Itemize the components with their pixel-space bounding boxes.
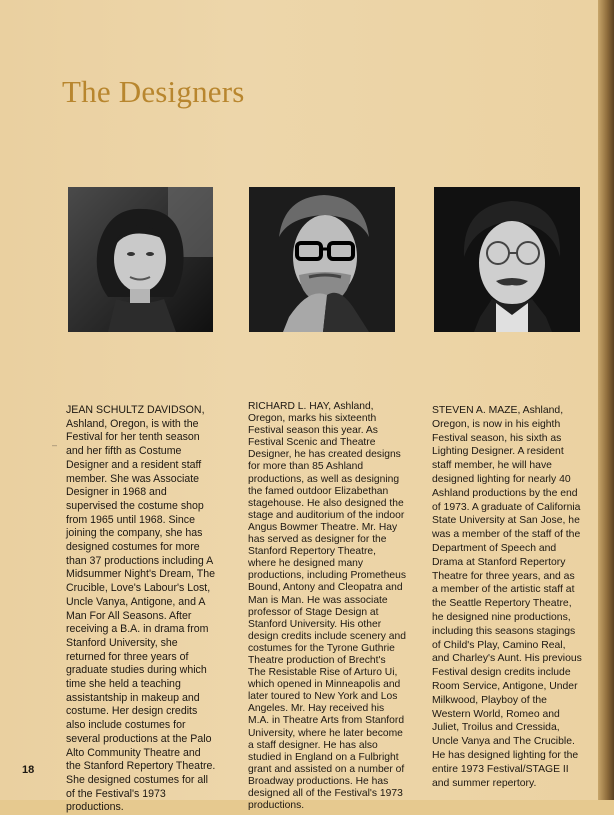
bio-steven-a-maze <box>432 404 582 790</box>
bio-text <box>248 401 406 812</box>
bio-richard-l-hay <box>248 401 406 812</box>
page-title: The Designers <box>62 74 245 109</box>
bio-name: STEVEN A. MAZE, <box>432 405 521 416</box>
bio-name: JEAN SCHULTZ DAVIDSON, <box>66 404 205 416</box>
photo-richard-l-hay <box>249 187 395 332</box>
pencil-mark: – <box>52 440 58 450</box>
photo-steven-a-maze <box>434 187 580 332</box>
photo-jean-schultz-davidson <box>68 187 213 332</box>
bio-body: Ashland, Oregon, is with the Festival for her tenth season and her fifth as Costume Designer and a resident staff member. She was Associate Designer in 1968 and supervised the costume shop from 1965 until 1968. Since joining the company, she has designed costumes for more than 37 productions including A Midsummer Night's Dream, The Crucible, Love's Labour's Lost, Uncle Vanya, Antigone, and A Man For All Seasons. After receiving a B.A. in drama from Stanford University, she returned for three years of graduate studies during which time she held a teaching assistantship in makeup and costume. Her design credits also include costumes for several productions at the Palo Alto Community Theatre and the Stanford Repertory Theatre. She designed costumes for all of the Festival's 1973 productions. <box>66 417 216 814</box>
page-number: 18 <box>22 764 35 776</box>
bio-text <box>432 404 582 790</box>
bio-name: RICHARD L. HAY, <box>248 401 332 412</box>
bio-text <box>66 404 216 815</box>
bio-body: Ashland, Oregon, is now in his eighth Festival season, his sixth as Lighting Designer. A resident staff member, he will have designed lighting for nearly 40 Ashland productions by the end of 1973. A graduate of California State University at San Jose, he was a member of the staff of the Department of Speech and Drama at Stanford Repertory Theatre for three years, and as a member of the artistic staff at the Seattle Repertory Theatre, he designed nine productions, including this seasons stagings of Child's Play, Camino Real, and Charley's Aunt. His previous Festival design credits include Room Service, Antigone, Under Milkwood, Playboy of the Western World, Romeo and Juliet, Troilus and Cressida, Uncle Vanya and The Crucible. He has designed lighting for the entire 1973 Festival/STAGE II and summer repertory. <box>432 405 582 789</box>
bio-body: Ashland, Oregon, marks his sixteenth Festival season this year. As Festival Scenic and Theatre Designer, he has created designs for more than 85 Ashland productions, as well as designing the famed outdoor Elizabethan stagehouse. He also designed the stage and auditorium of the indoor Angus Bowmer Theatre. Mr. Hay has served as designer for the Stanford Repertory Theatre, where he designed many productions, including Prometheus Bound, Antony and Cleopatra and Man is Man. He was associate professor of Stage Design at Stanford University. His other design credits include scenery and costumes for the Tyrone Guthrie Theatre production of Brecht's The Resistable Rise of Arturo Ui, which opened in Minneapolis and later toured to New York and Los Angeles. Mr. Hay received his M.A. in Theatre Arts from Stanford University, where he later become a staff designer. He has also studied in England on a Fulbright grant and assisted on a number of Broadway productions. He has designed all of the Festival's 1973 productions. <box>248 401 406 812</box>
bio-jean-schultz-davidson <box>66 404 216 815</box>
binding-edge <box>598 0 614 800</box>
